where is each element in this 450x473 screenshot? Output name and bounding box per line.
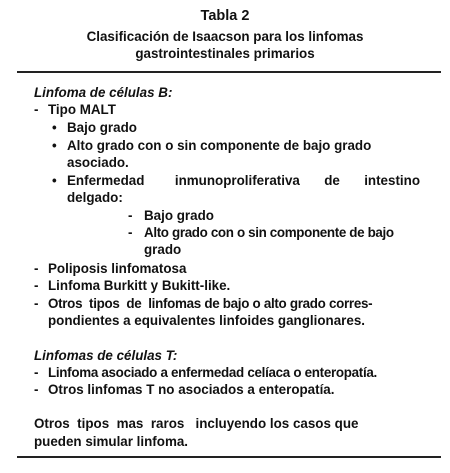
- footer-text-line-2: pueden simular linfoma.: [34, 434, 189, 449]
- top-rule: [17, 71, 441, 73]
- list-item-text: Otros linfomas T no asociados a enteropatía.: [48, 382, 335, 397]
- list-bullet: -: [34, 296, 39, 311]
- list-bullet: •: [52, 138, 57, 153]
- list-item-text: Bajo grado: [67, 120, 137, 135]
- table-title: Tabla 2: [200, 8, 250, 24]
- list-bullet: -: [128, 208, 133, 223]
- list-item-text: Linfoma asociado a enfermedad celíaca o enteropatía.: [48, 365, 377, 380]
- list-item-text: Enfermedad inmunoproliferativa de intestino: [67, 173, 420, 188]
- list-item-text: Poliposis linfomatosa: [48, 261, 187, 276]
- list-bullet: -: [128, 225, 133, 240]
- list-item-text: pondientes a equivalentes linfoides ganglionares.: [48, 313, 365, 328]
- list-bullet: -: [34, 261, 39, 276]
- list-item-text: Otros tipos de linfomas de bajo o alto grado corres-: [48, 296, 373, 311]
- table-subtitle-line-2: gastrointestinales primarios: [135, 46, 315, 61]
- bottom-rule: [17, 456, 441, 458]
- list-item-text: delgado:: [67, 190, 123, 205]
- list-item-text: Bajo grado: [144, 208, 214, 223]
- list-item-text: asociado.: [67, 155, 129, 170]
- list-bullet: -: [34, 278, 39, 293]
- list-bullet: -: [34, 365, 39, 380]
- list-item-text: Linfoma Burkitt y Bukitt-like.: [48, 278, 231, 293]
- list-bullet: -: [34, 382, 39, 397]
- list-bullet: •: [52, 120, 57, 135]
- malt-label: Tipo MALT: [48, 102, 116, 117]
- footer-text-line-1: Otros tipos mas raros incluyendo los casos que: [34, 416, 359, 431]
- list-item-text: Alto grado con o sin componente de bajo: [144, 225, 394, 240]
- list-bullet: -: [34, 102, 39, 117]
- section-b-heading: Linfoma de células B:: [34, 85, 173, 100]
- list-bullet: •: [52, 173, 57, 188]
- table-subtitle-line-1: Clasificación de Isaacson para los linfomas: [86, 29, 364, 44]
- list-item-text: grado: [144, 242, 182, 257]
- list-item-text: Alto grado con o sin componente de bajo grado: [67, 138, 372, 153]
- section-t-heading: Linfomas de células T:: [34, 348, 178, 363]
